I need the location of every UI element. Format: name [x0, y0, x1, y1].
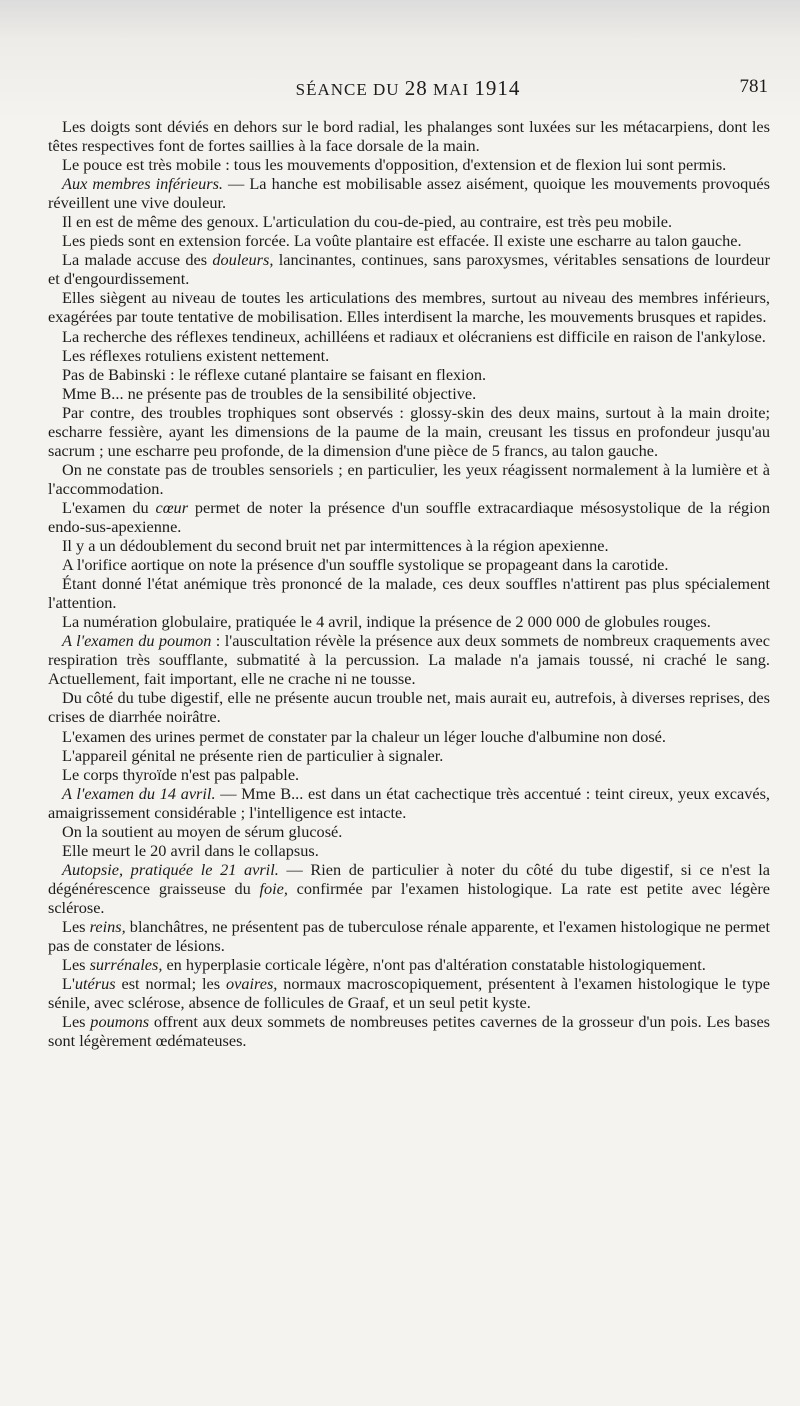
- paragraph: [48, 327, 770, 346]
- paragraph: [48, 365, 770, 384]
- paragraph-text: La numération globulaire, pratiquée le 4 avril, indique la présence de 2 000 000 de globules rouges.: [62, 612, 711, 632]
- paragraph-text: Pas de Babinski : le réflexe cutané plantaire se faisant en flexion.: [62, 364, 487, 384]
- italic-text: Aux membres inférieurs.: [62, 174, 223, 194]
- paragraph-text: Le corps thyroïde n'est pas palpable.: [62, 764, 300, 784]
- italic-text: foie,: [259, 878, 288, 898]
- paragraph: [48, 346, 770, 365]
- paragraph-text: — Mme B... est dans un état cachectique très accentué : teint cireux, yeux excavés, amaigrissement considérable ; l'intelligence est intacte.: [48, 783, 770, 822]
- paragraph-text: L'appareil génital ne présente rien de particulier à signaler.: [62, 745, 444, 765]
- paragraph-text: On la soutient au moyen de sérum glucosé.: [62, 821, 343, 841]
- paragraph-text: blanchâtres, ne présentent pas de tuberculose rénale apparente, et l'examen histologique ne permet pas de constater de lésions.: [48, 916, 770, 956]
- paragraph-text: Par contre, des troubles trophiques sont observés : glossy-skin des deux mains, surtout à la main droite; escharre fessière, ayant les dimensions de la paume de la main, creusant les tissus en profondeur jusqu'au sacrum ; une escharre peu profonde, de la dimension d'une pièce de 5 francs, au talon gauche.: [48, 402, 770, 460]
- page-header: [48, 76, 768, 106]
- title-prefix: SÉANCE DU: [295, 80, 405, 99]
- paragraph-text: Du côté du tube digestif, elle ne présente aucun trouble net, mais aurait eu, autrefois, à diverses reprises, des crises de diarrhée noirâtre.: [48, 688, 770, 727]
- paragraph-text: Les: [62, 916, 90, 936]
- paragraph: [48, 574, 770, 612]
- paragraph-text: — La hanche est mobilisable assez aisément, quoique les mouvements provoqués réveillent une vive douleur.: [48, 174, 770, 213]
- paragraph: [48, 250, 770, 288]
- paragraph-text: Les réflexes rotuliens existent nettement.: [62, 345, 330, 365]
- paragraph: [48, 841, 770, 860]
- paragraph: [48, 784, 770, 822]
- paragraph: [48, 974, 770, 1012]
- paragraph: [48, 231, 770, 250]
- italic-text: douleurs,: [212, 250, 274, 270]
- paragraph: [48, 212, 770, 231]
- italic-text: reins,: [89, 916, 126, 936]
- paragraph-text: : l'auscultation révèle la présence aux deux sommets de nombreux craquements avec respiration très soufflante, submatité à la percussion. La malade n'a jamais toussé, ni craché le sang. Actuellement, fait important, elle ne crache ni ne tousse.: [48, 631, 771, 689]
- paragraph-text: confirmée par l'examen histologique. La rate est petite avec légère sclérose.: [48, 878, 770, 917]
- paragraph: [48, 612, 770, 631]
- paragraph: [48, 860, 770, 917]
- paragraph-text: Elle meurt le 20 avril dans le collapsus.: [62, 840, 319, 860]
- paragraph: [48, 174, 770, 212]
- paragraph-text: Le pouce est très mobile : tous les mouvements d'opposition, d'extension et de flexion lui sont permis.: [62, 155, 727, 175]
- italic-text: surrénales,: [89, 955, 163, 975]
- paragraph: [48, 765, 770, 784]
- paragraph-text: en hyperplasie corticale légère, n'ont pas d'altération constatable histologiquement.: [162, 955, 706, 975]
- paragraph: [48, 403, 770, 460]
- paragraph-text: La malade accuse des: [62, 250, 213, 270]
- title-year: 1914: [474, 76, 521, 100]
- paragraph-text: offrent aux deux sommets de nombreuses petites cavernes de la grosseur d'un pois. Les bases sont légèrement œdémateuses.: [48, 1012, 771, 1051]
- running-title: [48, 76, 768, 101]
- italic-text: A l'examen du 14 avril.: [62, 783, 216, 803]
- italic-text: ovaires,: [225, 974, 278, 994]
- paragraph-text: lancinantes, continues, sans paroxysmes, véritables sensations de lourdeur et d'engourdissement.: [48, 250, 770, 289]
- paragraph: [48, 460, 770, 498]
- paragraph-text: Étant donné l'état anémique très prononcé de la malade, ces deux souffles n'attirent pas plus spécialement l'attention.: [48, 574, 770, 613]
- paragraph-text: Les pieds sont en extension forcée. La voûte plantaire est effacée. Il existe une escharre au talon gauche.: [62, 231, 742, 251]
- paragraph-text: Les: [62, 1012, 91, 1032]
- paragraph-text: On ne constate pas de troubles sensoriels ; en particulier, les yeux réagissent normalement à la lumière et à l'accommodation.: [48, 459, 770, 498]
- paragraph: [48, 631, 770, 688]
- italic-text: Autopsie, pratiquée le 21 avril.: [62, 859, 279, 879]
- paragraph: [48, 288, 770, 326]
- paragraph-text: La recherche des réflexes tendineux, achilléens et radiaux et olécraniens est difficile en raison de l'ankylose.: [62, 326, 766, 346]
- italic-text: A l'examen du poumon: [62, 631, 212, 651]
- paragraph-text: Il en est de même des genoux. L'articulation du cou-de-pied, au contraire, est très peu mobile.: [62, 212, 673, 232]
- paragraph: [48, 917, 770, 955]
- paragraph-text: Elles siègent au niveau de toutes les articulations des membres, surtout au niveau des membres inférieurs, exagérées par toute tentative de mobilisation. Elles interdisent la marche, les mouvements brusques et rapides.: [48, 288, 770, 327]
- paragraph-text: permet de noter la présence d'un souffle extracardiaque mésosystolique de la région endo-sus-apexienne.: [48, 497, 770, 536]
- italic-text: cœur: [155, 497, 189, 517]
- paragraph-text: L'examen du: [62, 497, 156, 517]
- italic-text: poumons: [90, 1012, 150, 1032]
- paragraph-text: L'examen des urines permet de constater par la chaleur un léger louche d'albumine non dosé.: [62, 726, 666, 746]
- paragraph-text: Les: [62, 955, 90, 975]
- paragraph: [48, 498, 770, 536]
- paragraph: [48, 955, 770, 974]
- title-month: MAI: [427, 80, 475, 99]
- title-day: 28: [404, 76, 428, 100]
- paragraph-text: — Rien de particulier à noter du côté du tube digestif, si ce n'est la dégénérescence graisseuse du: [48, 859, 771, 898]
- paragraph-text: A l'orifice aortique on note la présence d'un souffle systolique se propageant dans la carotide.: [62, 555, 669, 575]
- page-number: 781: [739, 76, 768, 97]
- paragraph: [48, 155, 770, 174]
- paragraph: [48, 117, 770, 155]
- paragraph-text: normaux macroscopiquement, présentent à l'examen histologique le type sénile, avec sclérose, absence de follicules de Graaf, et un seul petit kyste.: [48, 974, 770, 1013]
- paragraph-text: Il y a un dédoublement du second bruit net par intermittences à la région apexienne.: [62, 536, 609, 556]
- paragraph: [48, 1012, 770, 1050]
- paragraph: [48, 822, 770, 841]
- paragraph: [48, 746, 770, 765]
- paragraph: [48, 688, 770, 726]
- body-text: [48, 117, 770, 1050]
- paragraph-text: L': [62, 974, 75, 994]
- paragraph-text: est normal; les: [115, 974, 226, 994]
- paragraph: [48, 727, 770, 746]
- italic-text: utérus: [74, 974, 116, 994]
- paragraph: [48, 384, 770, 403]
- paragraph: [48, 555, 770, 574]
- paragraph: [48, 536, 770, 555]
- paragraph-text: Les doigts sont déviés en dehors sur le bord radial, les phalanges sont luxées sur les métacarpiens, dont les têtes respectives font de fortes saillies à la face dorsale de la main.: [48, 117, 770, 156]
- paragraph-text: Mme B... ne présente pas de troubles de la sensibilité objective.: [62, 383, 477, 403]
